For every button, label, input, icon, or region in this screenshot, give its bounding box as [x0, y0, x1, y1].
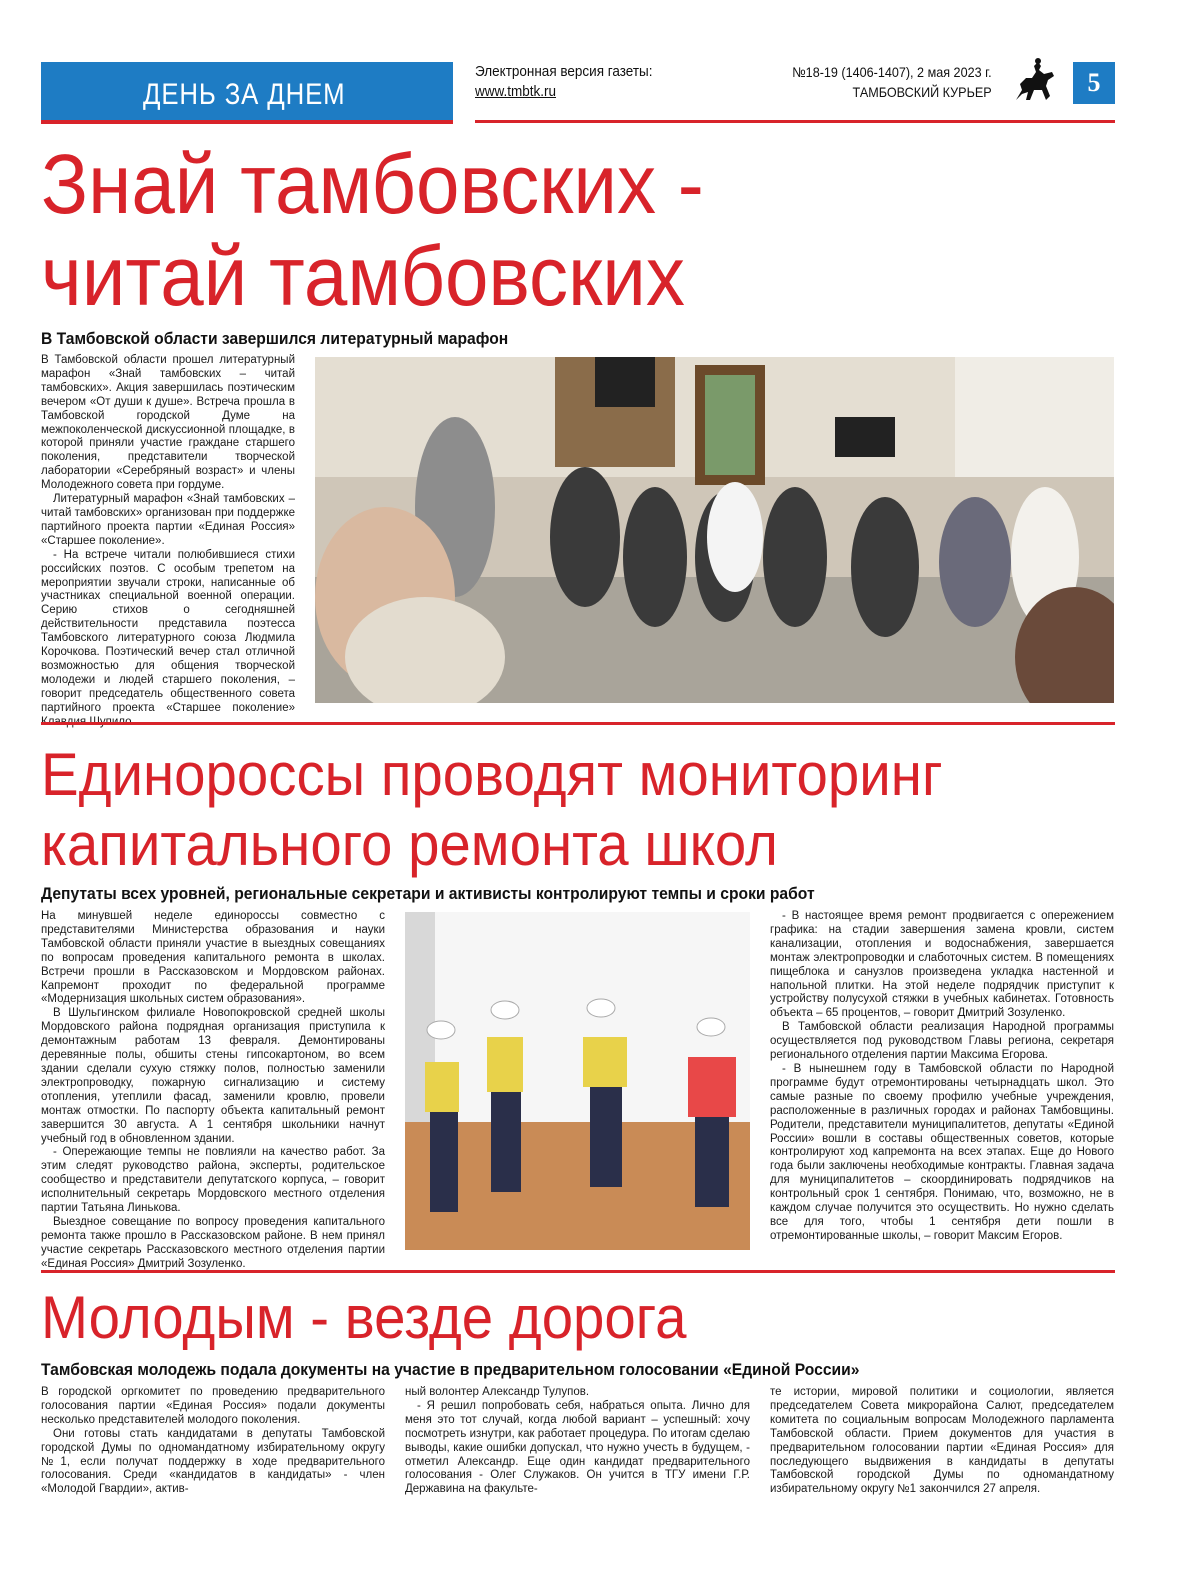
article2-paragraph: - Опережающие темпы не повлияли на качество работ. За этим следят руководство района, эксперты, родительское сообщество и представители депутатского корпуса, – говорит исполнительный секретарь Мордовского местного отделения партии Татьяна Линькова. [41, 1146, 385, 1215]
article3-col2 [405, 1386, 750, 1497]
e-version-block [475, 62, 672, 102]
article-divider [41, 722, 1115, 725]
section-title: ДЕНЬ ЗА ДНЕМ [143, 78, 346, 111]
article3-paragraph: Они готовы стать кандидатами в депутаты Тамбовской городской Думы по одномандатному избирательному округу №1, если получат поддержку в ходе предварительного голосования. Среди «кандидатов в кандидаты» - член «Молодой Гвардии», актив- [41, 1427, 385, 1496]
article2-paragraph: В Шульгинском филиале Новопокровской средней школы Мордовского района подрядная организация приступила к демонтажным работам 13 февраля. Демонтированы деревянные полы, обшиты стены гипсокартоном, во всем здании сделали сухую стяжку полов, полностью заменили электропроводку, пожарную сигнализацию и систему отопления, утеплили фасад, заменили кровлю, провели монтаж отмостки. По паспорту объекта капитальный ремонт завершится 30 августа. А 1 сентября школьники начнут учебный год в обновленном здании. [41, 1007, 385, 1145]
paper-name: ТАМБОВСКИЙ КУРЬЕР [852, 84, 992, 100]
article-divider [41, 1270, 1115, 1273]
article1-text [41, 354, 295, 729]
article2-subtitle: Депутаты всех уровней, региональные секретари и активисты контролируют темпы и сроки работ [41, 884, 815, 903]
article3-paragraph: ный волонтер Александр Тулупов. [405, 1386, 590, 1398]
e-version-link[interactable]: www.tmbtk.ru [475, 83, 557, 100]
article3-subtitle: Тамбовская молодежь подала документы на участие в предварительном голосовании «Единой России» [41, 1360, 860, 1379]
article1-headline [41, 138, 704, 322]
article3-paragraph: те истории, мировой политики и социологии, является председателем Совета микрорайона Салют, председателем комитета по социальным вопросам Молодежного парламента Тамбовской области. Прием документов для участия в предварительном голосовании партии «Единая Россия» для последующего выдвижения в кандидаты в депутаты Тамбовской городской Думы по одномандатному избирательному округу №1 закончился 27 апреля. [770, 1386, 1114, 1496]
article1-photo [315, 357, 1114, 703]
article2-title-line1: Единороссы проводят мониторинг [41, 741, 943, 808]
header-rule [475, 120, 1115, 123]
article3-paragraph: - Я решил попробовать себя, набраться опыта. Лично для меня это тот случай, когда любой вариант – успешный: хочу посмотреть изнутри, как работает процедура. По итогам сделаю выводы, какие ошибки допускал, что нужно учесть в будущем, - отметил Александр. Еще один кандидат предварительного голосования - Олег Служаков. Он учится в ТГУ имени Г.Р. Державина на факульте- [405, 1399, 750, 1496]
article3-paragraph: В городской оргкомитет по проведению предварительного голосования партии «Единая Россия» подали документы несколько представителей молодого поколения. [41, 1386, 385, 1426]
article3-col1 [41, 1386, 385, 1497]
article2-paragraph: В Тамбовской области реализация Народной программы осуществляется под руководством Главы региона, секретаря регионального отделения партии Максима Егорова. [770, 1021, 1114, 1062]
issue-number: №18-19 (1406-1407), 2 мая 2023 г. [792, 64, 992, 80]
article1-title-line2: читай тамбовских [41, 229, 685, 323]
article3-col3 [770, 1386, 1114, 1497]
article2-right-text [770, 910, 1114, 1244]
e-version-label: Электронная версия газеты: [475, 63, 653, 80]
horse-rider-icon [1008, 56, 1060, 108]
article2-paragraph: - В нынешнем году в Тамбовской области по Народной программе будут отремонтированы четырнадцать школ. Это самые разные по своему профилю учебные учреждения, расположенные в различных городах и районах Тамбовщины. Родители, представители муниципалитетов, депутаты «Единой России» вошли в составы общественных советов, которые контролируют ход капремонта на всех этапах. Еще до Нового года были заключены необходимые контракты. Главная задача для муниципалитетов – скоординировать подрядчиков на контрольный срок 1 сентября. Понимаю, что, возможно, не в каждом случае получится это осуществить. Но нужно сделать все для того, чтобы 1 сентября дети пошли в отремонтированные школы, – говорит Максим Егоров. [770, 1062, 1114, 1242]
article1-paragraph: - На встрече читали полюбившиеся стихи российских поэтов. С особым трепетом на мероприятии звучали строки, написанные об участниках специальной военной операции. Серию стихов о сегодняшней действительности представила поэтесса Тамбовского литературного союза Людмила Корочкова. Поэтический вечер стал отличной возможностью для общения творческой молодежи и людей старшего поколения, – говорит председатель общественного совета партийного проекта «Старшее поколение» [41, 548, 295, 714]
article3-headline: Молодым - везде дорога [41, 1284, 687, 1351]
article2-paragraph: - В настоящее время ремонт продвигается с опережением графика: на стадии завершения замена кровли, систем канализации, отопления и водоснабжения, завершается монтаж электропроводки и слаботочных систем. В помещениях пищеблока и санузлов произведена укладка настенной и напольной плитки. На этой неделе подрядчик приступит к устройству полусухой стяжки в учебных кабинетах. Готовность объекта – 65 процентов, – говорит Дмитрий Зозуленко. [770, 910, 1114, 1020]
issue-info [770, 62, 992, 102]
article2-paragraph: На минувшей неделе единороссы совместно с представителями Министерства образования и науки Тамбовской области приняли участие в выездных совещаниях по вопросам проведения капитального ремонта в школах. Встречи прошли в Рассказовском и Мордовском районах. Капремонт проходит по федеральной программе «Модернизация школьных систем образования». [41, 910, 385, 1006]
article2-paragraph: Выездное совещание по вопросу проведения капитального ремонта также прошло в Рассказовском районе. В нем принял участие секретарь Рассказовского местного отделения партии «Единая Россия» Дмитрий Зозуленко. [41, 1215, 385, 1270]
article2-headline [41, 740, 943, 880]
section-tab [41, 62, 453, 124]
article1-paragraph: В Тамбовской области прошел литературный марафон «Знай тамбовских – читай тамбовских». Акция завершилась поэтическим вечером «От души к душе». Встреча прошла в Тамбовской городской Думе на межпоколенческой дискуссионной площадке, в которой приняли участие граждане старшего поколения, представители творческой лаборатории «Серебряный возраст» и члены Молодежного совета при гордуме. [41, 354, 295, 492]
article1-title-line1: Знай тамбовских - [41, 137, 704, 231]
article2-photo [405, 912, 750, 1250]
article2-title-line2: капитального ремонта школ [41, 811, 778, 878]
article1-subtitle: В Тамбовской области завершился литературный марафон [41, 329, 509, 348]
article1-paragraph: Литературный марафон «Знай тамбовских – читай тамбовских» организован при поддержке партийного проекта партии «Единая Россия» «Старшее поколение». [41, 493, 295, 547]
article2-left-text [41, 910, 385, 1272]
page-number: 5 [1073, 62, 1115, 104]
